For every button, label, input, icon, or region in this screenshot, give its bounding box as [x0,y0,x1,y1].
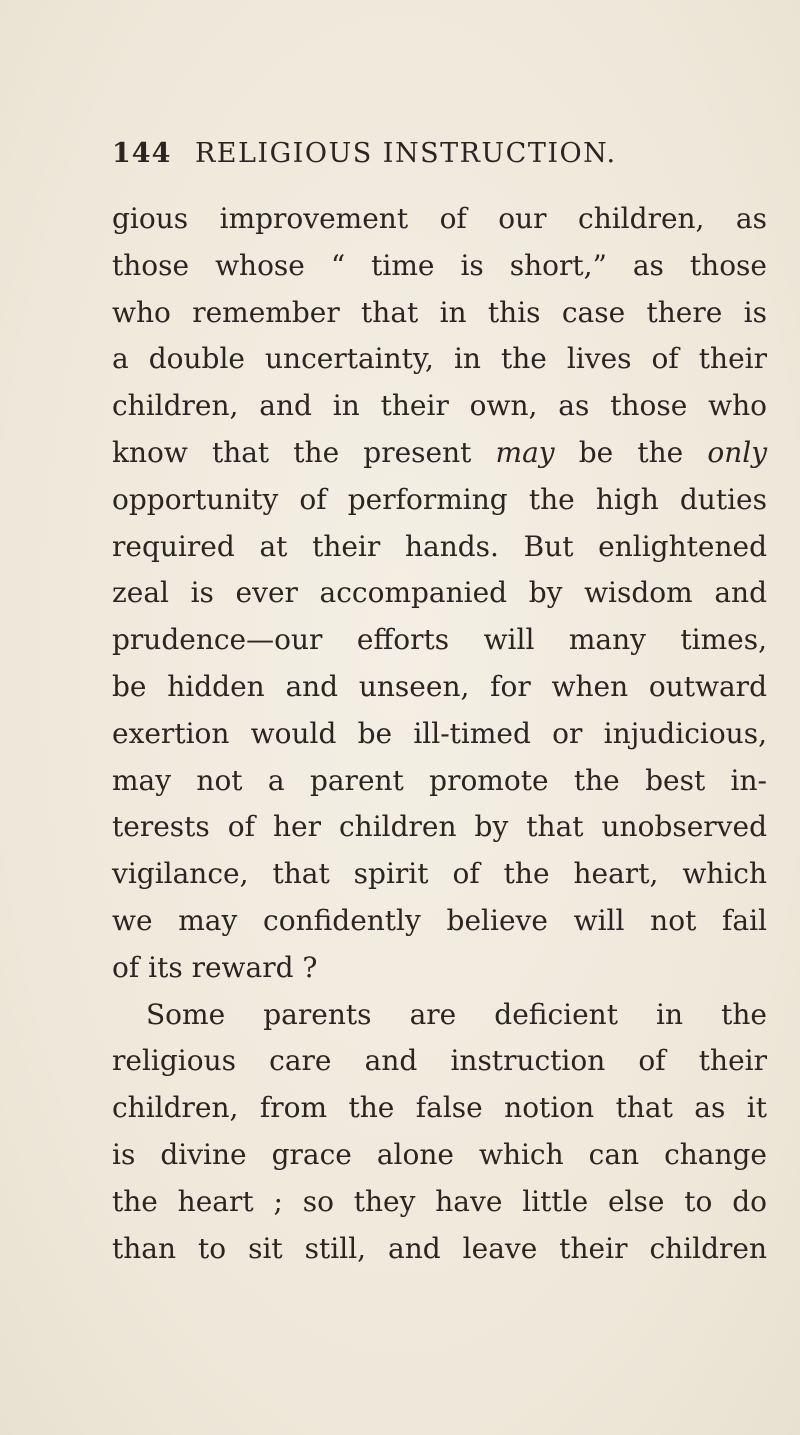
text-line: a double uncertainty, in the lives of their [112,342,767,376]
emphasis-may: may [495,435,555,469]
text-line-paragraph-end: of its reward ? [112,950,318,984]
text-line: gious improvement of our children, as [112,202,767,235]
text-line: who remember that in this case there is [112,295,767,329]
page-number: 144 [112,138,172,169]
text-line: religious care and instruction of their [112,1044,767,1078]
text-line: those whose “ time is short,” as those [112,248,767,282]
text-line: exertion would be ill-timed or injudicious, [112,716,767,750]
text-line: is divine grace alone which can change [112,1137,767,1171]
page-header [112,138,732,188]
text-line: children, and in their own, as those who [112,389,767,423]
text-line: may not a parent promote the best in- [112,763,767,797]
text-line: than to sit still, and leave their children [112,1231,767,1265]
text-segment: know that the present [112,435,472,469]
text-line: the heart ; so they have little else to do [112,1184,767,1218]
text-line: we may confidently believe will not fail [112,903,767,937]
text-line-emphasis [112,430,767,477]
running-head: RELIGIOUS INSTRUCTION. [194,138,617,169]
text-line-paragraph-start: Some parents are deficient in the [146,997,767,1031]
text-line: vigilance, that spirit of the heart, which [112,857,767,891]
text-line: opportunity of performing the high duties [112,482,767,516]
body-text [112,196,767,1272]
text-line: terests of her children by that unobserved [112,810,767,844]
text-segment: be the [578,435,684,469]
text-line: required at their hands. But enlightened [112,529,767,563]
text-line: zeal is ever accompanied by wisdom and [112,576,767,610]
text-line: be hidden and unseen, for when outward [112,669,767,703]
emphasis-only: only [707,435,768,469]
text-line: prudence—our efforts will many times, [112,623,767,657]
text-line: children, from the false notion that as it [112,1091,767,1125]
